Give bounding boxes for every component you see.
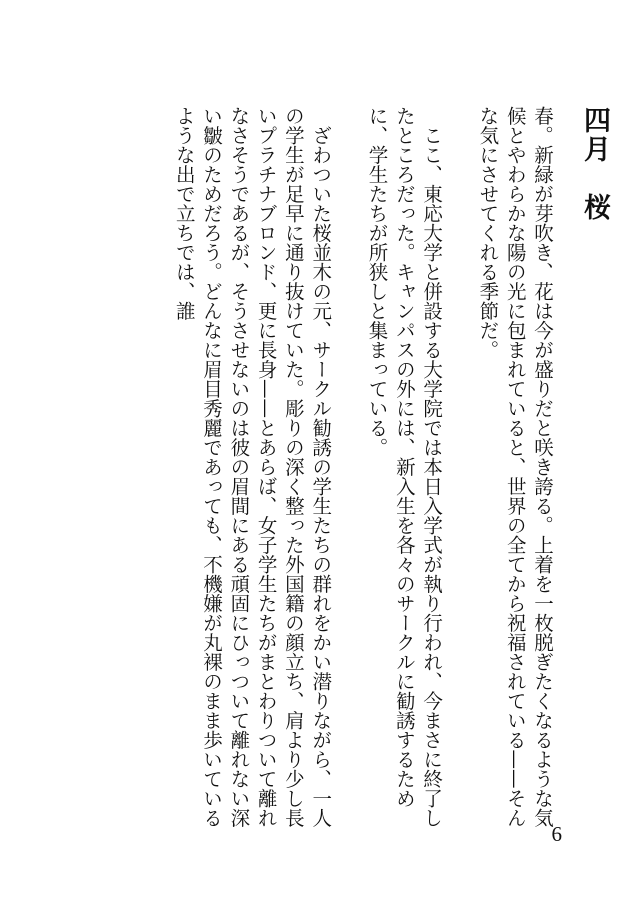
chapter-title: 四月 桜 — [579, 106, 610, 222]
paragraph-2: ここ、東応大学と併設する大学院では本日入学式が執り行われ、今まさに終了したところだった。キャンパスの外には、新入生を各々のサークルに勧誘するために、学生たちが所狭しと集まっている。 — [365, 106, 444, 828]
paragraph-gap — [334, 106, 363, 828]
paragraph-3: ざわついた桜並木の元、サークル勧誘の学生たちの群れをかい潜りながら、一人の学生が足早に通り抜けていた。彫りの深く整った外国籍の顔立ち、肩より少し長いプラチナブロンド、更に長身——とあらば、女子学生たちがまとわりついて離れなさそうであるが、そうさせないのは彼の眉間にある頑固にひっついて離れない深い皺のためだろう。どんなに眉目秀麗であっても、不機嫌が丸裸のまま歩いているような出で立ちでは、誰 — [172, 106, 333, 828]
paragraph-1: 春。新緑が芽吹き、花は今が盛りだと咲き誇る。上着を一枚脱ぎたくなるような気候とやわらかな陽の光に包まれていると、世界の全てから祝福されている——そんな気にさせてくれる季節だ。 — [476, 106, 554, 828]
page-number: 6 — [551, 822, 562, 846]
paragraph-gap — [445, 106, 474, 828]
body-text — [40, 106, 556, 828]
